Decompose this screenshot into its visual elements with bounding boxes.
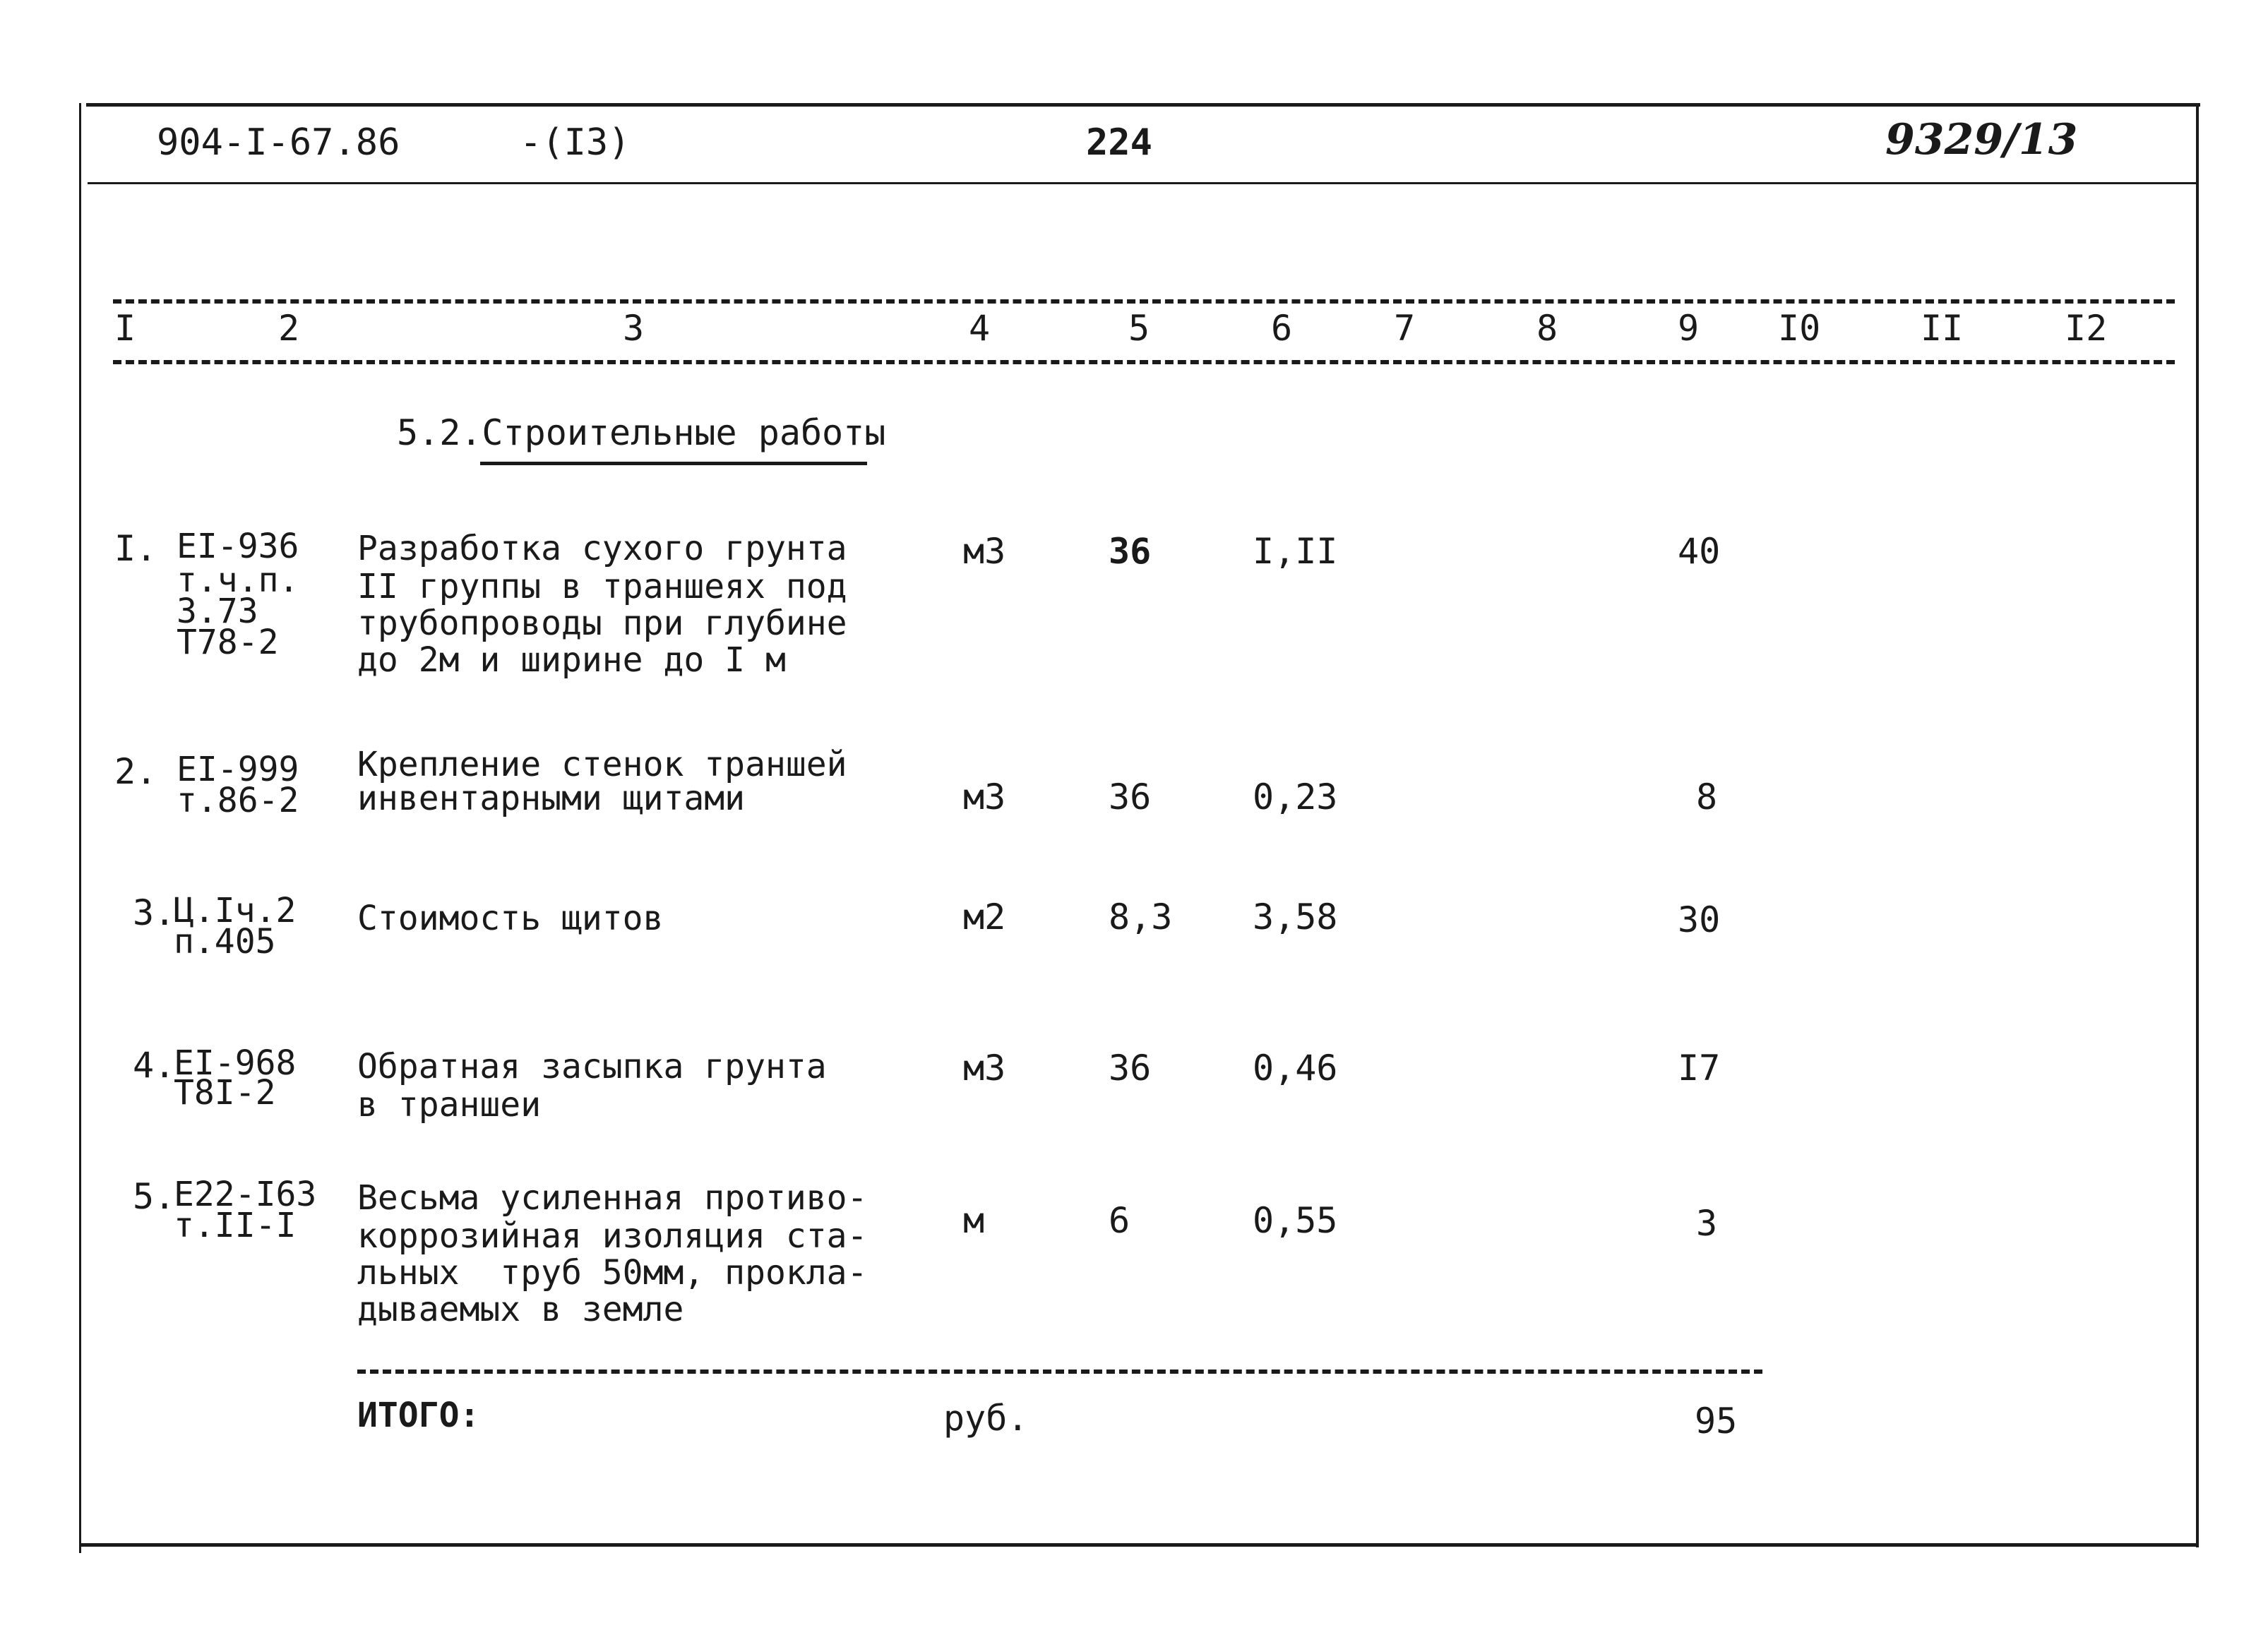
row-number: I. — [114, 528, 157, 569]
row-unit: м — [963, 1200, 985, 1241]
col-11: II — [1921, 308, 1964, 349]
row-code-line: Ц.Iч.2 — [174, 891, 297, 930]
row-quantity: 6 — [1109, 1200, 1130, 1241]
row-code-line: T8I-2 — [174, 1073, 276, 1113]
row-description-line: до 2м и ширине до I м — [357, 640, 786, 680]
section-title-underline — [480, 462, 867, 465]
row-quantity: 8,3 — [1109, 897, 1173, 937]
total-value: 95 — [1695, 1401, 1738, 1442]
row-description-line: Крепление стенок траншей — [357, 745, 847, 784]
row-code-line: т.86-2 — [177, 781, 299, 820]
row-description-line: Стоимость щитов — [357, 899, 664, 938]
col-7: 7 — [1394, 308, 1416, 349]
col-1: I — [114, 308, 136, 349]
row-price: 3,58 — [1253, 897, 1338, 937]
row-total: 8 — [1696, 777, 1718, 817]
row-price: 0,23 — [1253, 777, 1338, 817]
row-description-line: дываемых в земле — [357, 1290, 684, 1329]
row-code-line: 3.73 — [177, 592, 258, 631]
row-unit: м2 — [963, 897, 1006, 937]
row-code-line: E22-I63 — [174, 1175, 317, 1214]
row-description-line: трубопроводы при глубине — [357, 604, 847, 643]
frame-top-line — [86, 103, 2200, 107]
frame-left-line — [79, 103, 81, 1553]
row-quantity: 36 — [1109, 777, 1152, 817]
total-unit: руб. — [943, 1398, 1029, 1439]
row-description-line: Весьма усиленная противо- — [357, 1178, 868, 1218]
row-code-line: т.ч.п. — [177, 561, 299, 600]
row-total: 3 — [1696, 1203, 1718, 1244]
column-header-top-dash — [113, 299, 2175, 304]
row-unit: м3 — [963, 777, 1006, 817]
row-number: 5. — [133, 1176, 176, 1217]
row-number: 4. — [133, 1045, 176, 1086]
frame-bottom-line — [80, 1543, 2197, 1547]
row-quantity: 36 — [1109, 531, 1152, 572]
row-description-line: в траншеи — [357, 1085, 542, 1125]
col-9: 9 — [1678, 308, 1700, 349]
row-description-line: коррозийная изоляция ста- — [357, 1216, 868, 1256]
header-divider — [88, 182, 2199, 184]
row-code-line: EI-968 — [174, 1043, 297, 1083]
col-2: 2 — [278, 308, 300, 349]
col-4: 4 — [969, 308, 991, 349]
row-code-line: т.II-I — [174, 1206, 297, 1245]
row-price: 0,55 — [1253, 1200, 1338, 1241]
row-price: 0,46 — [1253, 1048, 1338, 1089]
sheet-ref: -(I3) — [520, 121, 631, 164]
row-description-line: II группы в траншеях под — [357, 567, 847, 606]
row-total: 40 — [1678, 531, 1721, 572]
section-title: 5.2.Строительные работы — [397, 412, 886, 453]
row-code-line: EI-936 — [177, 527, 299, 566]
col-3: 3 — [623, 308, 645, 349]
row-unit: м3 — [963, 531, 1006, 572]
row-quantity: 36 — [1109, 1048, 1152, 1089]
row-description-line: инвентарными щитами — [357, 779, 746, 818]
row-number: 3. — [133, 892, 176, 933]
archive-number: 9329/13 — [1885, 115, 2078, 164]
page-number: 224 — [1086, 121, 1152, 164]
doc-code: 904-I-67.86 — [157, 121, 400, 164]
row-description-line: Обратная засыпка грунта — [357, 1047, 827, 1086]
total-label: ИТОГО: — [357, 1396, 480, 1435]
frame-right-line — [2196, 103, 2199, 1547]
row-code-line: T78-2 — [177, 623, 279, 662]
col-6: 6 — [1271, 308, 1293, 349]
row-unit: м3 — [963, 1048, 1006, 1089]
col-12: I2 — [2065, 308, 2108, 349]
row-description-line: льных труб 50мм, прокла- — [357, 1253, 868, 1293]
row-code-line: п.405 — [174, 922, 276, 961]
col-8: 8 — [1536, 308, 1558, 349]
row-code-line: EI-999 — [177, 750, 299, 789]
row-total: 30 — [1678, 899, 1721, 940]
total-separator-dash — [357, 1370, 1762, 1374]
column-header-bottom-dash — [113, 360, 2175, 364]
row-number: 2. — [114, 751, 157, 792]
row-price: I,II — [1253, 531, 1338, 572]
col-10: I0 — [1778, 308, 1821, 349]
col-5: 5 — [1128, 308, 1150, 349]
row-description-line: Разработка сухого грунта — [357, 529, 847, 568]
row-total: I7 — [1678, 1048, 1721, 1089]
